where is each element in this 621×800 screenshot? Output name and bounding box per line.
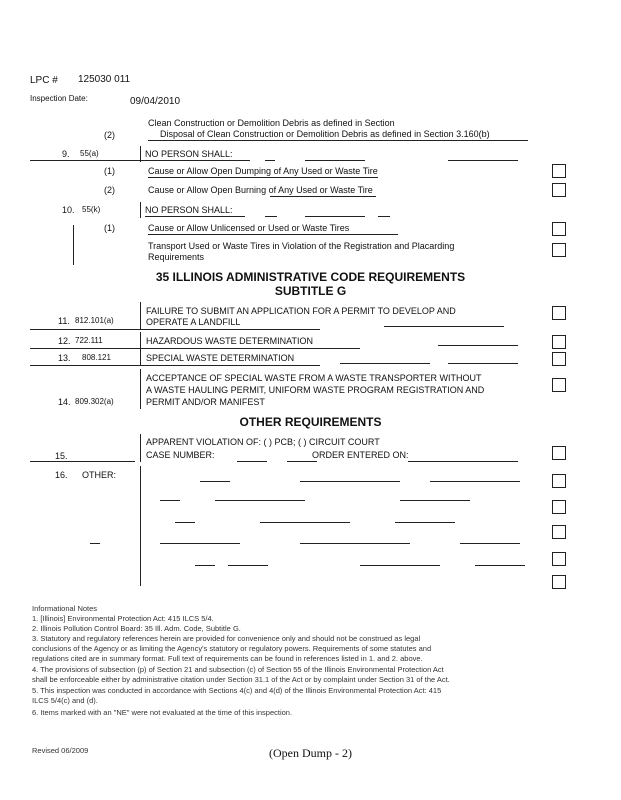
row-10a-num: (1) [104, 223, 115, 233]
order-entered-label: ORDER ENTERED ON: [312, 450, 409, 460]
row-9-num: 9. [62, 149, 70, 159]
row-14-text-2: A WASTE HAULING PERMIT, UNIFORM WASTE PROGRAM REGISTRATION AND [146, 385, 485, 395]
other-blank-line [175, 522, 195, 523]
row-9a-checkbox[interactable] [552, 164, 566, 178]
row-10-text: NO PERSON SHALL: [145, 205, 233, 215]
blank-line [265, 216, 277, 217]
row-15-num: 15. [55, 451, 68, 461]
inspection-date-label: Inspection Date: [30, 94, 88, 103]
row-9b-checkbox[interactable] [552, 183, 566, 197]
other-blank-line [360, 565, 440, 566]
footnote-3b: conclusions of the Agency or as limiting the Agency's statutory or regulatory powers. Requirements of some statutes and [32, 644, 432, 653]
row-11-num: 11. [58, 316, 70, 326]
inspection-date: 09/04/2010 [130, 96, 181, 107]
row-14-num: 14. [58, 397, 71, 407]
order-entered-field[interactable] [408, 461, 518, 462]
row-10-cite: 55(k) [82, 205, 101, 214]
row-16-checkbox-1[interactable] [552, 474, 566, 488]
row-8-underline [148, 140, 528, 141]
row-9a-text: Cause or Allow Open Dumping of Any Used or Waste Tire [148, 166, 378, 176]
footnote-2: 2. Illinois Pollution Control Board: 35 Ill. Adm. Code, Subtitle G. [32, 624, 241, 633]
row-9-cite: 55(a) [80, 149, 99, 158]
column-divider [140, 466, 141, 586]
section-title-iac: 35 ILLINOIS ADMINISTRATIVE CODE REQUIREMENTS [155, 270, 466, 284]
row-11-text-2: OPERATE A LANDFILL [146, 317, 241, 327]
row-14-checkbox[interactable] [552, 378, 566, 392]
other-blank-line [90, 543, 100, 544]
row-16-text: OTHER: [82, 470, 117, 480]
row-9b-underline [270, 196, 376, 197]
row-11-underline [30, 329, 320, 330]
row-13-checkbox[interactable] [552, 352, 566, 366]
column-divider [140, 302, 141, 330]
revision-date: Revised 06/2009 [32, 746, 89, 755]
row-10a-text: Cause or Allow Unlicensed or Used or Waste Tires [148, 223, 350, 233]
row-14-cite: 809.302(a) [75, 397, 114, 406]
row-12-checkbox[interactable] [552, 335, 566, 349]
row-9b-num: (2) [104, 185, 115, 195]
row-8b-num: (2) [104, 130, 115, 140]
row-16-num: 16. [55, 470, 68, 480]
column-divider [140, 369, 141, 409]
row-9a-num: (1) [104, 166, 115, 176]
footnote-4b: shall be enforceable either by administrative citation under Section 31.1 of the Act or by complaint under Section 31 of the Act. [32, 675, 450, 684]
other-blank-line [430, 481, 520, 482]
page-label: (Open Dump - 2) [269, 746, 352, 760]
row-10a-checkbox[interactable] [552, 222, 566, 236]
other-blank-line [400, 500, 470, 501]
other-blank-line [160, 500, 180, 501]
column-divider [140, 202, 141, 218]
blank-line [438, 345, 518, 346]
other-blank-line [200, 481, 230, 482]
row-12-text: HAZARDOUS WASTE DETERMINATION [146, 336, 314, 346]
other-blank-line [300, 543, 410, 544]
blank-line [265, 160, 275, 161]
row-16-checkbox-5[interactable] [552, 575, 566, 589]
row-9a-underline [148, 177, 378, 178]
blank-line [378, 216, 390, 217]
other-blank-line [215, 500, 305, 501]
row-11-checkbox[interactable] [552, 306, 566, 320]
other-blank-line [160, 543, 240, 544]
row-10-num: 10. [62, 205, 75, 215]
column-divider [140, 146, 141, 162]
footnote-3a: 3. Statutory and regulatory references herein are provided for convenience only and should not be construed as legal [32, 634, 421, 643]
row-8a-text: Clean Construction or Demolition Debris as defined in Section [148, 118, 395, 128]
other-blank-line [228, 565, 268, 566]
row-12-underline [30, 348, 360, 349]
other-blank-line [195, 565, 215, 566]
lpc-label: LPC # [30, 75, 58, 86]
row-13-text: SPECIAL WASTE DETERMINATION [146, 353, 295, 363]
row-9b-text: Cause or Allow Open Burning of Any Used or Waste Tire [148, 185, 373, 195]
lpc-number: 125030 011 [78, 74, 131, 85]
footnotes-title: Informational Notes [32, 604, 98, 613]
blank-line [384, 326, 504, 327]
blank-line [448, 160, 518, 161]
blank-line [448, 363, 518, 364]
row-10b-text: Transport Used or Waste Tires in Violation of the Registration and Placarding [148, 241, 455, 251]
row-10b-checkbox[interactable] [552, 243, 566, 257]
row-14-text-3: PERMIT AND/OR MANIFEST [146, 397, 265, 407]
row-13-underline [30, 365, 320, 366]
row-13-cite: 808.121 [82, 353, 111, 362]
case-number-label: CASE NUMBER: [146, 450, 215, 460]
blank-line [30, 461, 135, 462]
footnote-6: 6. Items marked with an "NE" were not evaluated at the time of this inspection. [32, 708, 293, 717]
case-number-field[interactable] [237, 461, 267, 462]
other-blank-line [260, 522, 350, 523]
footnote-3c: regulations cited are in summary format. Full text of requirements can be found in references listed in 1. and 2. above. [32, 654, 423, 663]
row-13-num: 13. [58, 353, 71, 363]
row-14-text: ACCEPTANCE OF SPECIAL WASTE FROM A WASTE TRANSPORTER WITHOUT [146, 373, 482, 383]
row-15-checkbox[interactable] [552, 446, 566, 460]
blank-line [305, 216, 365, 217]
row-9-text: NO PERSON SHALL: [145, 149, 233, 159]
other-blank-line [460, 543, 520, 544]
section-title-other: OTHER REQUIREMENTS [239, 415, 382, 429]
column-divider [140, 434, 141, 462]
footnote-5b: ILCS 5/4(c) and (d). [32, 696, 98, 705]
row-10a-underline [148, 234, 398, 235]
other-blank-line [395, 522, 455, 523]
column-divider [140, 349, 141, 366]
row-10b-text-2: Requirements [148, 252, 205, 262]
row-12-cite: 722.111 [75, 336, 103, 345]
margin-mark [73, 225, 74, 265]
row-16-checkbox-4[interactable] [552, 552, 566, 566]
row-16-checkbox-3[interactable] [552, 525, 566, 539]
footnote-1: 1. [Illinois] Environmental Protection Act: 415 ILCS 5/4. [32, 614, 214, 623]
blank-line [287, 461, 317, 462]
footnote-5a: 5. This inspection was conducted in accordance with Sections 4(c) and 4(d) of the Illinois Environmental Protection Act: 415 [32, 686, 442, 695]
blank-line [305, 160, 365, 161]
section-subtitle-g: SUBTITLE G [274, 284, 347, 298]
row-15-text: APPARENT VIOLATION OF: ( ) PCB; ( ) CIRCUIT COURT [146, 437, 380, 447]
column-divider [140, 332, 141, 349]
row-16-checkbox-2[interactable] [552, 500, 566, 514]
row-11-cite: 812.101(a) [75, 316, 114, 325]
row-12-num: 12. [58, 336, 71, 346]
row-8b-text: Disposal of Clean Construction or Demolition Debris as defined in Section 3.160(b) [160, 129, 490, 139]
footnote-4a: 4. The provisions of subsection (p) of Section 21 and subsection (c) of Section 55 of the Illinois Environmental Protection Act [32, 665, 444, 674]
row-10-underline [145, 216, 245, 217]
blank-line [340, 363, 430, 364]
row-11-text: FAILURE TO SUBMIT AN APPLICATION FOR A PERMIT TO DEVELOP AND [146, 306, 456, 316]
other-blank-line [300, 481, 400, 482]
other-blank-line [475, 565, 525, 566]
